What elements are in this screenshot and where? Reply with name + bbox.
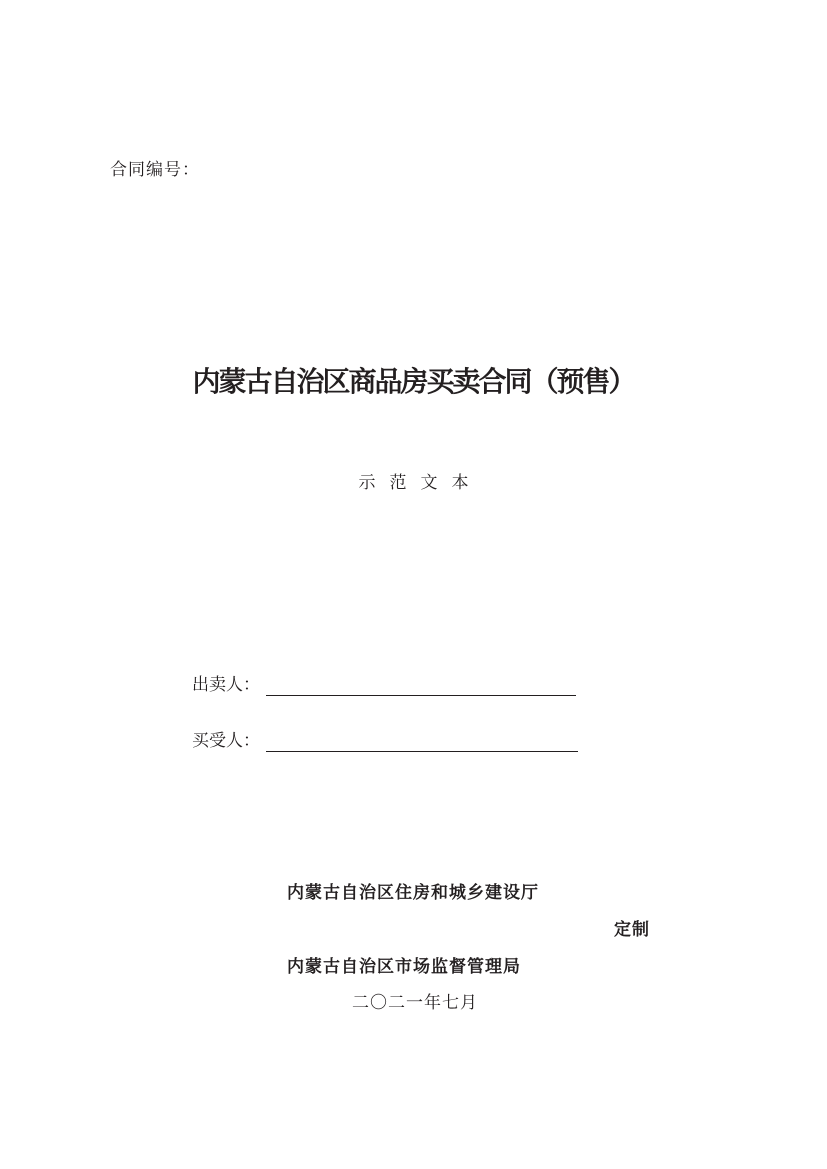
document-title: 内蒙古自治区商品房买卖合同（预售） <box>192 365 635 398</box>
issued-by-label: 定制 <box>614 920 650 940</box>
issuer-housing-department: 内蒙古自治区住房和城乡建设厅 <box>287 883 539 903</box>
issuer-market-bureau: 内蒙古自治区市场监督管理局 <box>287 957 521 977</box>
document-subtitle: 示范文本 <box>358 473 483 493</box>
seller-label: 出卖人： <box>192 675 260 695</box>
issue-date: 二〇二一年七月 <box>352 993 478 1013</box>
seller-row <box>192 674 576 696</box>
buyer-label: 买受人： <box>192 731 260 751</box>
buyer-field[interactable] <box>266 733 578 752</box>
seller-field[interactable] <box>266 677 576 696</box>
contract-number-label: 合同编号： <box>110 160 200 180</box>
buyer-row <box>192 730 578 752</box>
